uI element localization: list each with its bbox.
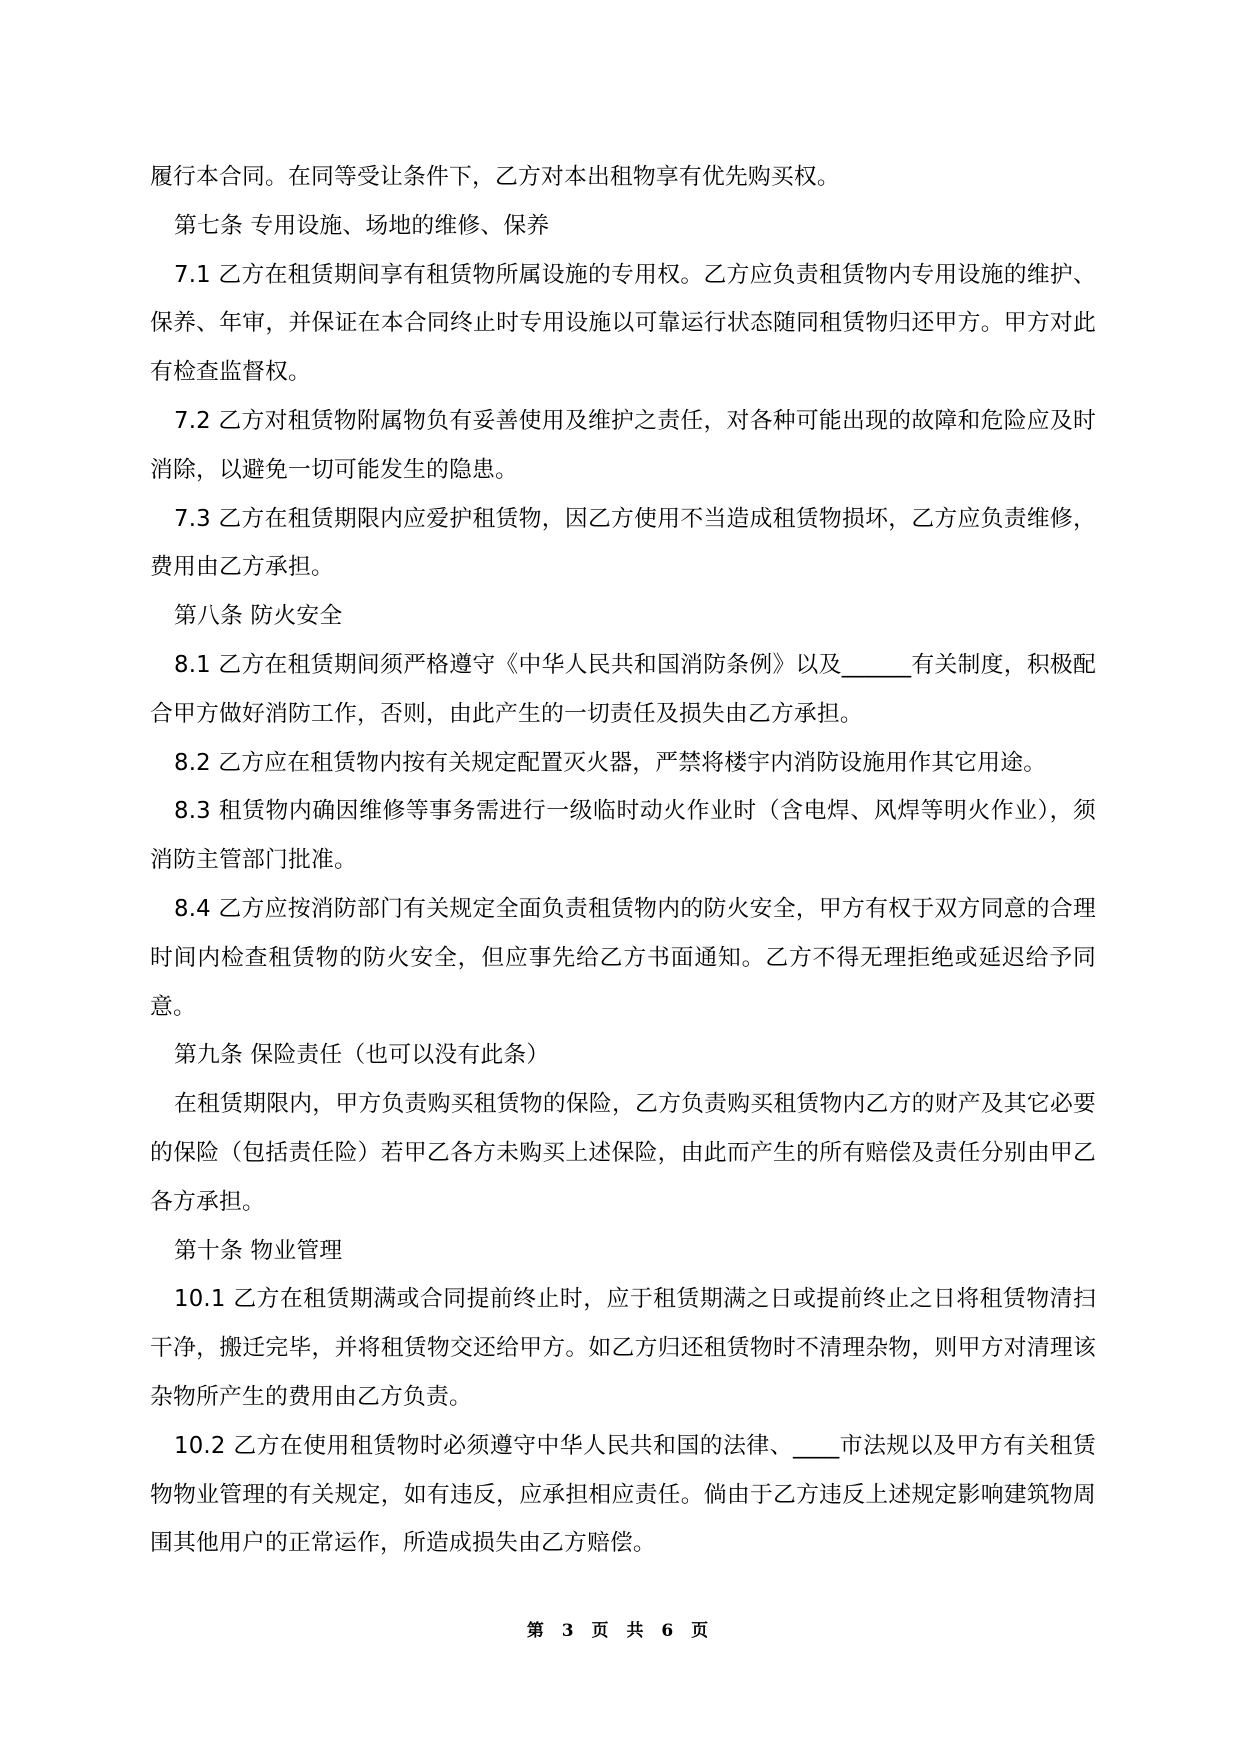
article-8-heading: 第八条 防火安全 bbox=[174, 603, 343, 630]
article-7-heading: 第七条 专用设施、场地的维修、保养 bbox=[174, 212, 550, 239]
article-9-heading: 第九条 保险责任（也可以没有此条） bbox=[174, 1042, 550, 1069]
clause-10-1: 10.1 乙方在租赁期满或合同提前终止时，应于租赁期满之日或提前终止之日将租赁物清扫干净，搬迁完毕，并将租赁物交还给甲方。如乙方归还租赁物时不清理杂物，则甲方对清理该杂物所产生的费用由乙方负责。 bbox=[150, 1286, 1096, 1410]
clause-7-1: 7.1 乙方在租赁期间享有租赁物所属设施的专用权。乙方应负责租赁物内专用设施的维护、保养、年审，并保证在本合同终止时专用设施以可靠运行状态随同租赁物归还甲方。甲方对此有检查监督权。 bbox=[150, 261, 1096, 386]
document-body bbox=[150, 153, 1096, 1568]
clause-7-3: 7.3 乙方在租赁期限内应爱护租赁物，因乙方使用不当造成租赁物损坏，乙方应负责维修，费用由乙方承担。 bbox=[150, 505, 1096, 581]
clause-7-2: 7.2 乙方对租赁物附属物负有妥善使用及维护之责任，对各种可能出现的故障和危险应及时消除，以避免一切可能发生的隐患。 bbox=[150, 407, 1096, 483]
article-10-heading: 第十条 物业管理 bbox=[174, 1237, 343, 1264]
page-number-footer: 第 3 页 共 6 页 bbox=[526, 1621, 715, 1641]
clause-8-4: 8.4 乙方应按消防部门有关规定全面负责租赁物内的防火安全，甲方有权于双方同意的合理时间内检查租赁物的防火安全，但应事先给乙方书面通知。乙方不得无理拒绝或延迟给予同意。 bbox=[150, 895, 1096, 1020]
paragraph-continuation: 履行本合同。在同等受让条件下，乙方对本出租物享有优先购买权。 bbox=[150, 164, 840, 190]
clause-8-1: 8.1 乙方在租赁期间须严格遵守《中华人民共和国消防条例》以及______有关制度，积极配合甲方做好消防工作，否则，由此产生的一切责任及损失由乙方承担。 bbox=[150, 651, 1096, 727]
article-9-body: 在租赁期限内，甲方负责购买租赁物的保险，乙方负责购买租赁物内乙方的财产及其它必要的保险（包括责任险）若甲乙各方未购买上述保险，由此而产生的所有赔偿及责任分别由甲乙各方承担。 bbox=[150, 1091, 1096, 1215]
clause-8-2: 8.2 乙方应在租赁物内按有关规定配置灭火器，严禁将楼宇内消防设施用作其它用途。 bbox=[174, 749, 1047, 776]
clause-10-2: 10.2 乙方在使用租赁物时必须遵守中华人民共和国的法律、____市法规以及甲方有关租赁物物业管理的有关规定，如有违反，应承担相应责任。倘由于乙方违反上述规定影响建筑物周围其他用户的正常运作，所造成损失由乙方赔偿。 bbox=[150, 1432, 1096, 1557]
clause-8-3: 8.3 租赁物内确因维修等事务需进行一级临时动火作业时（含电焊、风焊等明火作业），须消防主管部门批准。 bbox=[150, 798, 1096, 874]
